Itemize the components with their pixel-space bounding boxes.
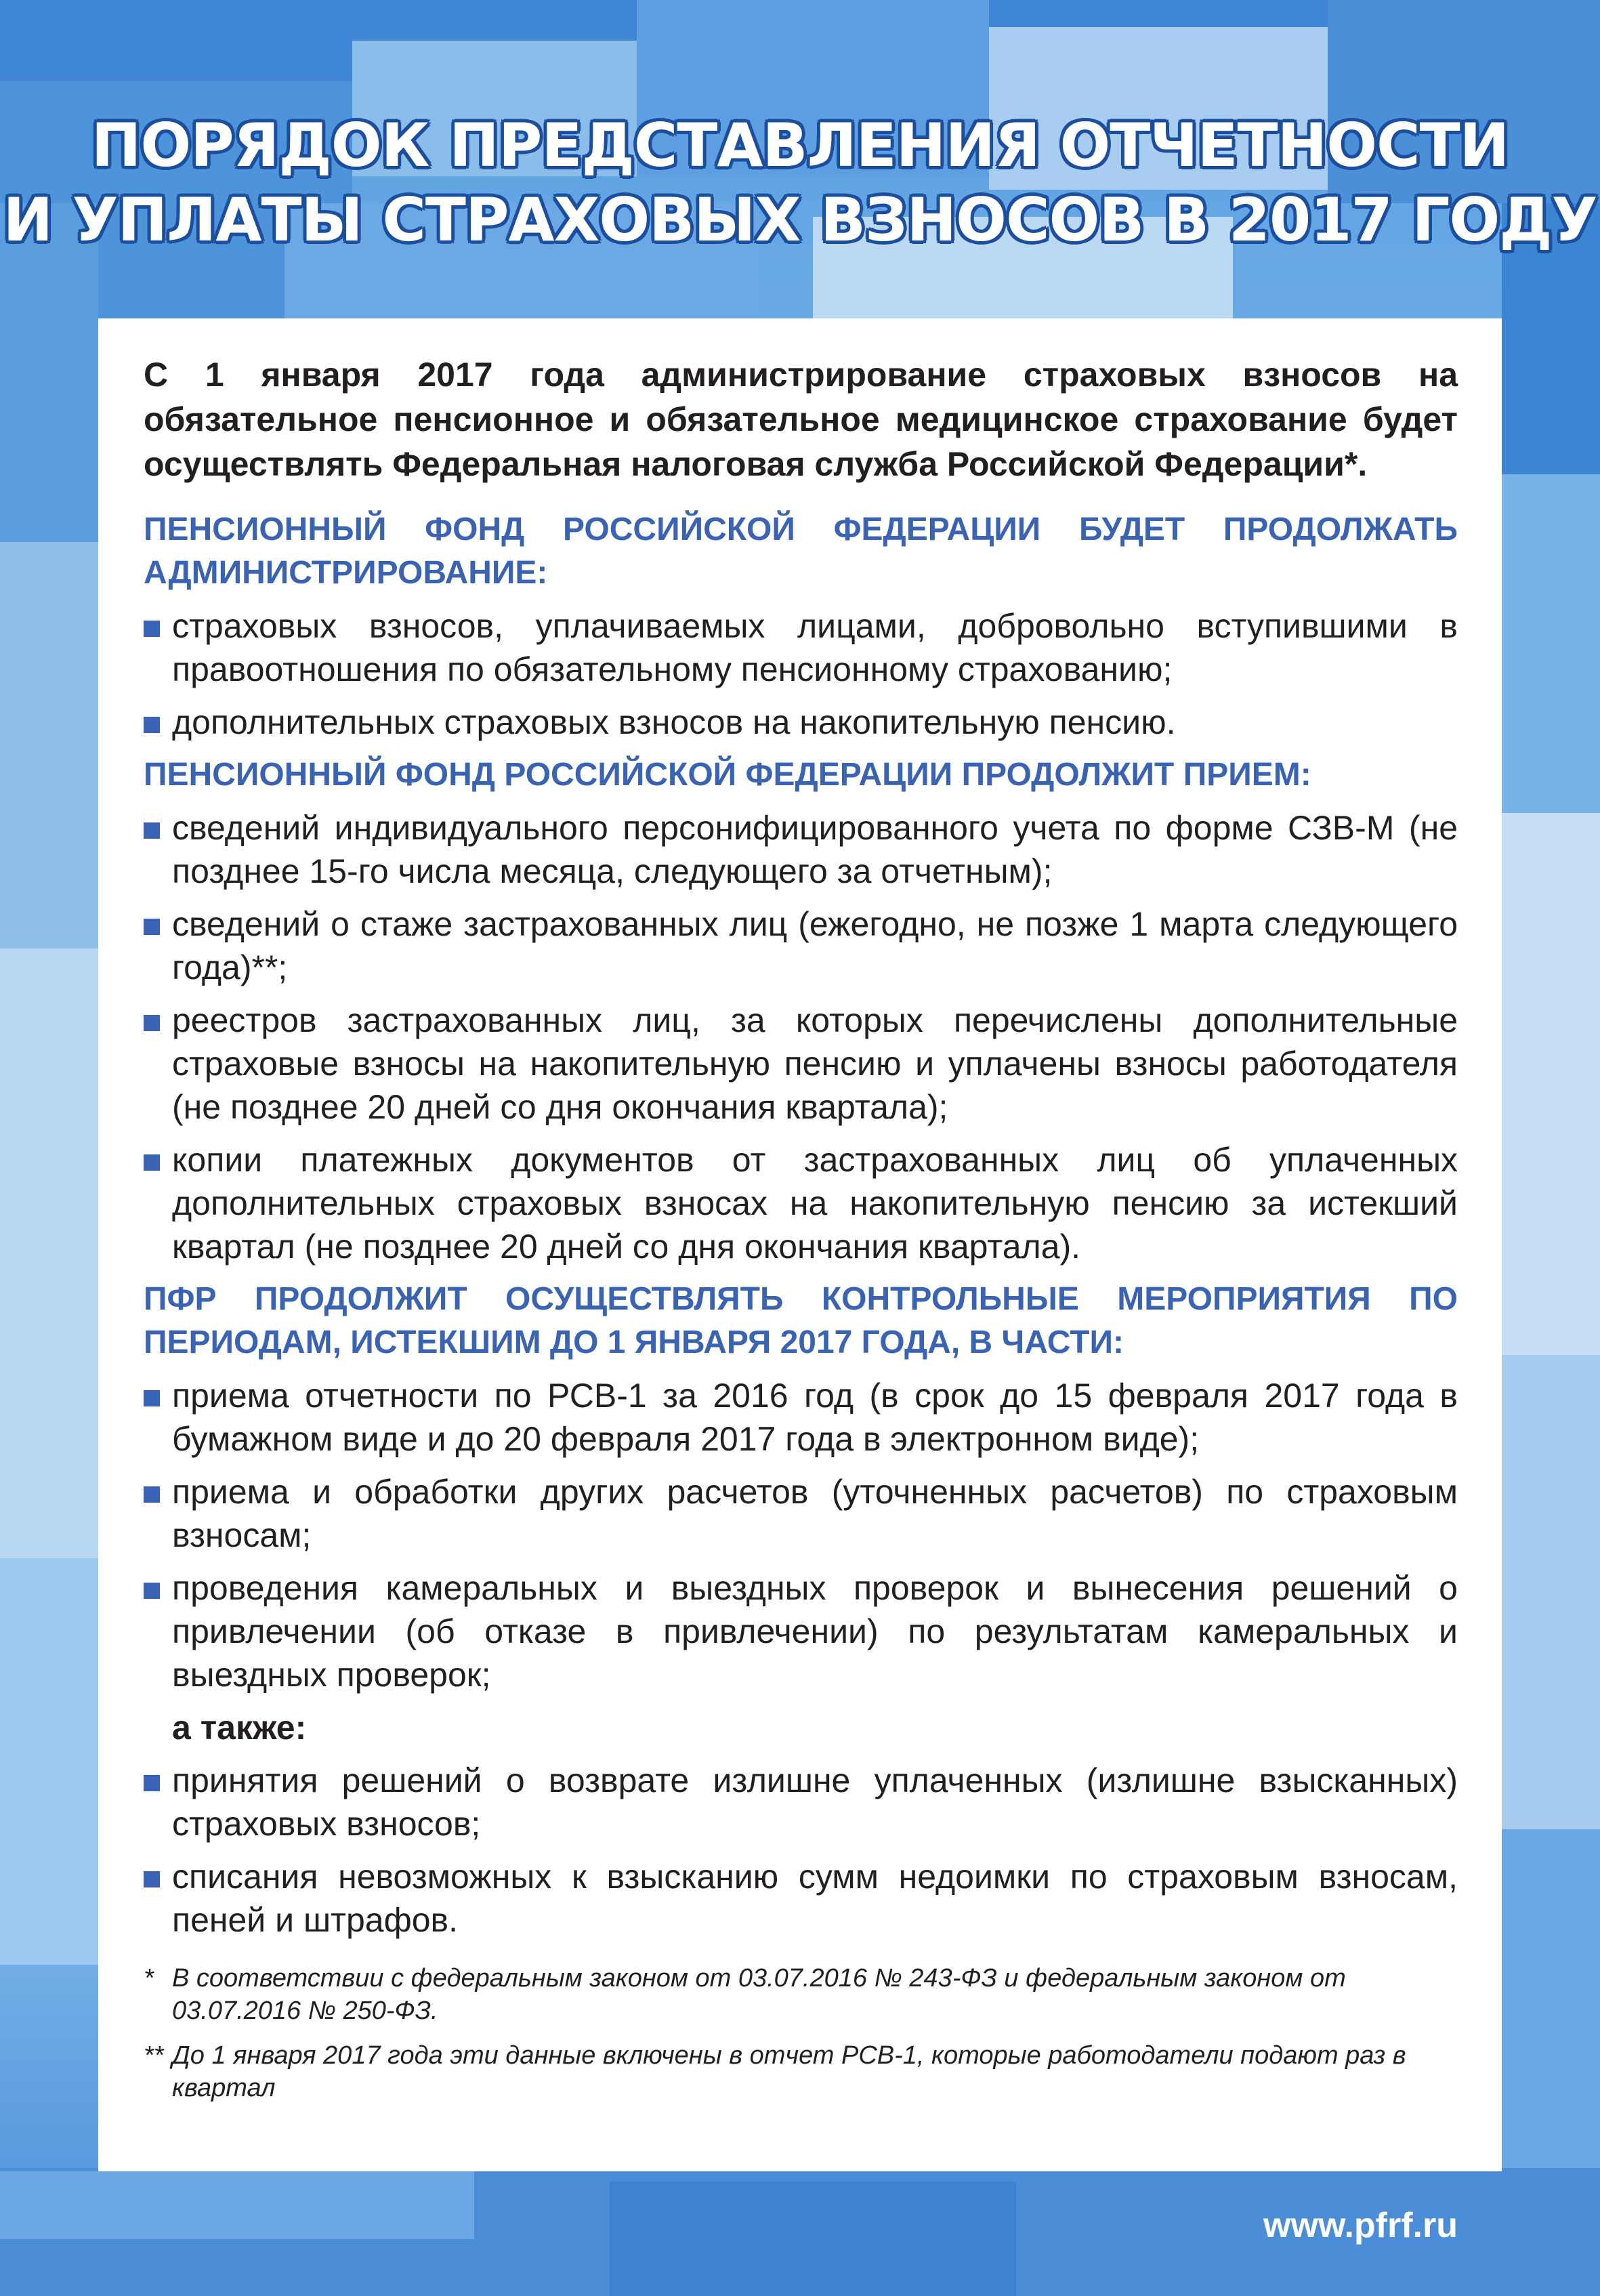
bullet-icon (144, 1154, 160, 1171)
footnote (144, 1962, 1458, 2027)
bullet-icon (144, 1775, 160, 1791)
footnotes (144, 1962, 1458, 2104)
page-title (0, 108, 1600, 257)
list-item (144, 1759, 1458, 1845)
content (144, 352, 1458, 2116)
list-item-text: копии платежных документов от застрахованных лиц об уплаченных дополнительных страховых взносах на накопительную пенсию за истекший квартал (не позднее 20 дней со дня окончания квартала). (172, 1141, 1458, 1266)
footnote (144, 2039, 1458, 2104)
title-line-2: И УПЛАТЫ СТРАХОВЫХ ВЗНОСОВ В 2017 ГОДУ (3, 185, 1597, 255)
footnote-mark: * (144, 1964, 154, 1992)
list-item (144, 701, 1458, 744)
list-item-text: приема и обработки других расчетов (уточненных расчетов) по страховым взносам; (172, 1473, 1458, 1554)
bullet-icon (144, 1390, 160, 1406)
bullet-icon (144, 1583, 160, 1599)
bullet-icon (144, 717, 160, 733)
footnote-text: До 1 января 2017 года эти данные включены в отчет РСВ-1, которые работодатели подают раз в квартал (172, 2041, 1406, 2102)
footnote-text: В соответствии с федеральным законом от 03.07.2016 № 243-ФЗ и федеральным законом от 03.07.2016 № 250-ФЗ. (172, 1964, 1346, 2025)
list-item (144, 1566, 1458, 1696)
list-item-text: принятия решений о возврате излишне уплаченных (излишне взысканных) страховых взносов; (172, 1761, 1458, 1843)
list-item (144, 999, 1458, 1129)
section-heading: ПЕНСИОННЫЙ ФОНД РОССИЙСКОЙ ФЕДЕРАЦИИ БУДЕТ ПРОДОЛЖАТЬ АДМИНИСТРИРОВАНИЕ: (144, 512, 1458, 591)
section-pfr-reception (144, 753, 1458, 1268)
section-heading: ПЕНСИОННЫЙ ФОНД РОССИЙСКОЙ ФЕДЕРАЦИИ ПРОДОЛЖИТ ПРИЕМ: (144, 757, 1311, 793)
list-item (144, 604, 1458, 691)
section-heading: ПФР ПРОДОЛЖИТ ОСУЩЕСТВЛЯТЬ КОНТРОЛЬНЫЕ МЕРОПРИЯТИЯ ПО ПЕРИОДАМ, ИСТЕКШИМ ДО 1 ЯНВАРЯ 2017 ГОДА, В ЧАСТИ: (144, 1281, 1458, 1360)
footnote-mark: ** (144, 2041, 164, 2070)
website-link[interactable]: www.pfrf.ru (1263, 2206, 1458, 2245)
list-item-text: сведений о стаже застрахованных лиц (ежегодно, не позже 1 марта следующего года)**; (172, 905, 1458, 986)
list-item-text: дополнительных страховых взносов на накопительную пенсию. (172, 703, 1176, 741)
bullet-icon (144, 1871, 160, 1887)
list-item (144, 1138, 1458, 1268)
list-item-text: сведений индивидуального персонифицированного учета по форме СЗВ-М (не позднее 15-го числа месяца, следующего за отчетным); (172, 809, 1458, 890)
bullet-icon (144, 621, 160, 637)
title-line-1: ПОРЯДОК ПРЕДСТАВЛЕНИЯ ОТЧЕТНОСТИ (91, 110, 1509, 180)
list-item-text: списания невозможных к взысканию сумм недоимки по страховым взносам, пеней и штрафов. (172, 1858, 1458, 1939)
list-item (144, 1374, 1458, 1461)
list-item (144, 1855, 1458, 1942)
list-item-text: страховых взносов, уплачиваемых лицами, добровольно вступившими в правоотношения по обязательному пенсионному страхованию; (172, 607, 1458, 688)
list-item-text: проведения камеральных и выездных проверок и вынесения решений о привлечении (об отказе в привлечении) по результатам камеральных и выездных проверок; (172, 1569, 1458, 1694)
list-item (144, 902, 1458, 989)
list-item-text: реестров застрахованных лиц, за которых перечислены дополнительные страховые взносы на накопительную пенсию и уплачены взносы работодателя (не позднее 20 дней со дня окончания квартала); (172, 1001, 1458, 1126)
section-pfr-administration (144, 508, 1458, 744)
bullet-icon (144, 1486, 160, 1503)
list-item (144, 1470, 1458, 1557)
also-label: а также: (172, 1709, 307, 1747)
list-item-text: приема отчетности по РСВ-1 за 2016 год (в срок до 15 февраля 2017 года в бумажном виде и до 20 февраля 2017 года в электронном виде); (172, 1377, 1458, 1458)
section-pfr-control (144, 1278, 1458, 1942)
list-item (144, 806, 1458, 893)
bullet-icon (144, 1015, 160, 1031)
intro-paragraph: С 1 января 2017 года администрирование страховых взносов на обязательное пенсионное и обязательное медицинское страхование будет осуществлять Федеральная налоговая служба Российской Федерации*. (144, 356, 1458, 483)
bullet-icon (144, 822, 160, 839)
bullet-icon (144, 919, 160, 935)
